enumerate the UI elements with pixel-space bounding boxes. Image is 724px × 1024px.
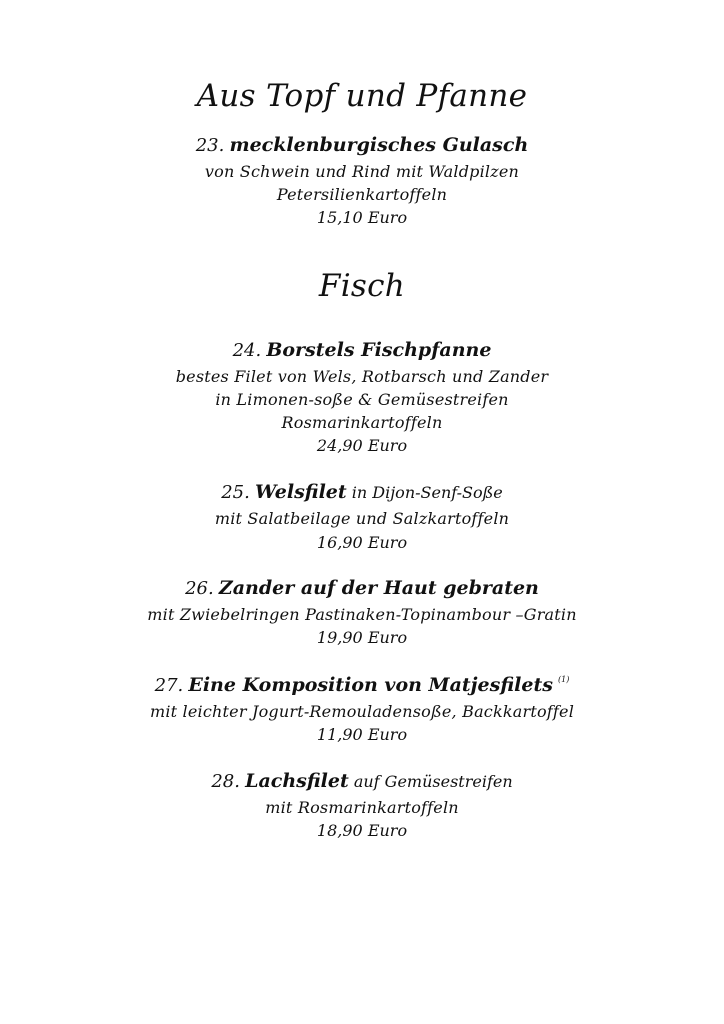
item-price: 24,90 Euro — [316, 436, 408, 455]
item-price: 18,90 Euro — [316, 821, 408, 840]
item-name: Borstels Fischpfanne — [266, 339, 492, 361]
item-number: 24. — [232, 340, 262, 361]
item-description: Rosmarinkartoffeln — [281, 413, 443, 432]
item-price: 11,90 Euro — [316, 725, 408, 744]
item-name: Zander auf der Haut gebraten — [218, 577, 539, 599]
footnote-marker: (1) — [558, 675, 570, 684]
item-description: von Schwein und Rind mit Waldpilzen — [204, 162, 520, 181]
item-description: mit Salatbeilage und Salzkartoffeln — [214, 509, 510, 528]
menu-item-title — [0, 339, 724, 361]
item-price: 19,90 Euro — [316, 628, 408, 647]
item-price: 16,90 Euro — [316, 533, 408, 552]
menu-item-title — [0, 770, 724, 792]
item-name: Lachsfilet — [245, 770, 349, 792]
item-description: bestes Filet von Wels, Rotbarsch und Zander — [175, 367, 549, 386]
menu-item-title — [0, 481, 724, 503]
item-number: 25. — [221, 482, 250, 503]
item-number: 27. — [154, 675, 184, 696]
item-description: mit Rosmarinkartoffeln — [265, 798, 459, 817]
item-description: mit Zwiebelringen Pastinaken-Topinambour –Gratin — [147, 605, 577, 624]
menu-item-title — [0, 577, 724, 599]
section-heading: Fisch — [318, 268, 406, 304]
item-number: 26. — [185, 578, 214, 599]
item-name: mecklenburgisches Gulasch — [229, 134, 529, 156]
item-description: Petersilienkartoffeln — [276, 185, 448, 204]
item-name: Eine Komposition von Matjesfilets — [188, 674, 553, 696]
item-number: 28. — [211, 771, 240, 792]
item-name: Welsfilet — [254, 481, 347, 503]
menu-item-title — [0, 134, 724, 156]
item-inline-description: auf Gemüsestreifen — [353, 772, 513, 791]
item-description: in Limonen-soße & Gemüsestreifen — [215, 390, 509, 409]
section-heading: Aus Topf und Pfanne — [196, 78, 528, 114]
item-price: 15,10 Euro — [316, 208, 408, 227]
item-inline-description: in Dijon-Senf-Soße — [351, 483, 503, 502]
item-number: 23. — [195, 135, 225, 156]
item-description: mit leichter Jogurt-Remouladensoße, Backkartoffel — [149, 702, 575, 721]
menu-item-title — [0, 674, 724, 696]
